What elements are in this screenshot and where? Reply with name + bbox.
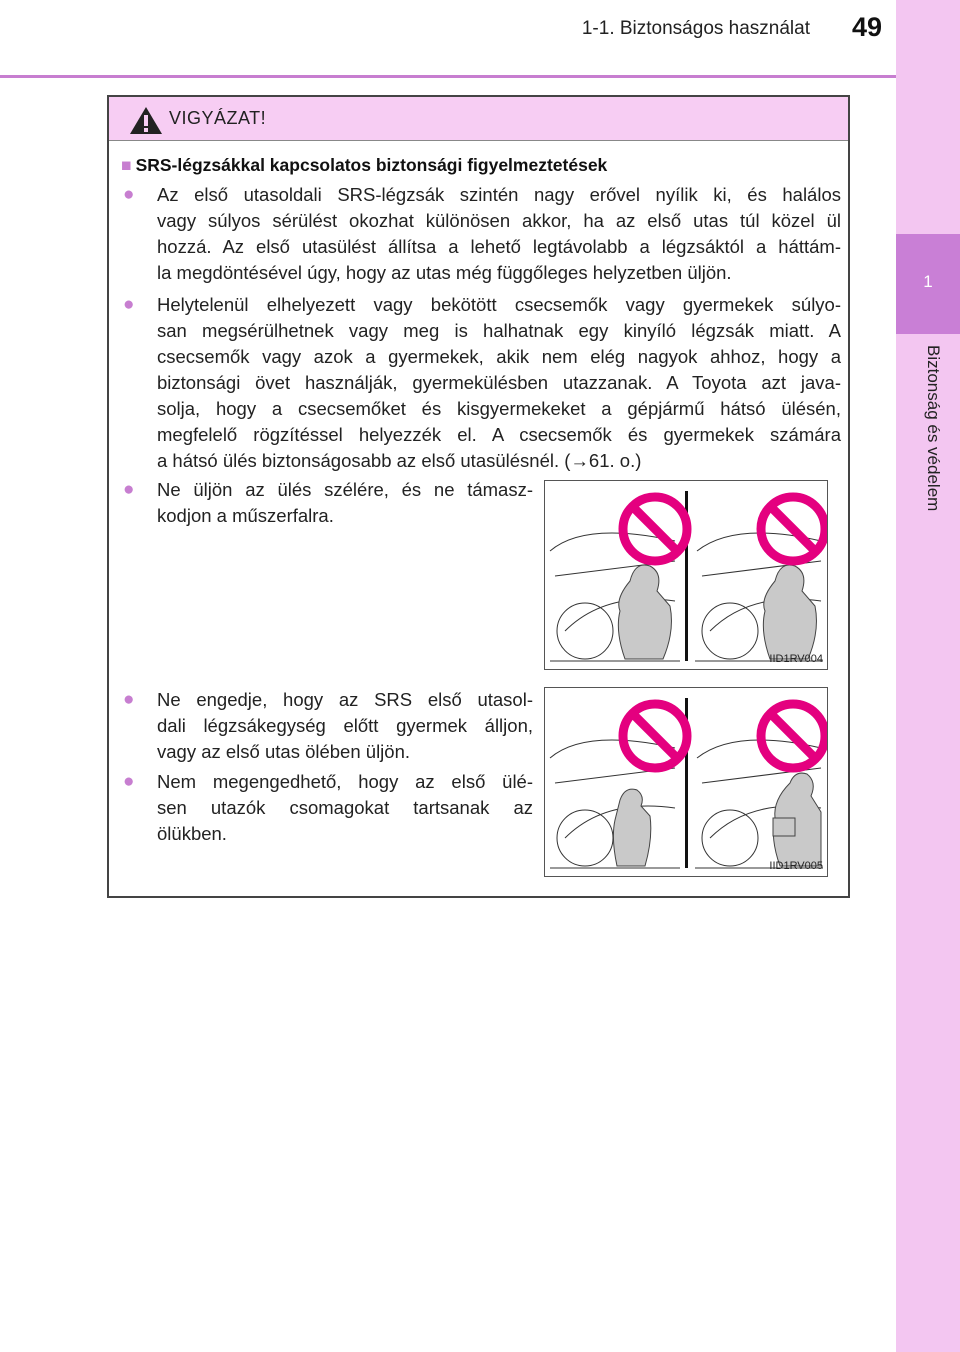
bullet-text-line: sen utazók csomagokat tartsanak az [157, 797, 533, 818]
bullet-text-line: Helytelenül elhelyezett vagy bekötött csecsemők vagy gyermekek súlyo- [157, 294, 841, 315]
bullet-text-line: hozzá. Az első utasülést állítsa a lehető legtávolabb a légzsáktól a háttám- [157, 236, 841, 257]
side-chapter-number: 1 [923, 272, 933, 291]
prohibition-icon [761, 497, 825, 561]
bullet-text-line: a hátsó ülés biztonságosabb az első utasülésnél. (→61. o.) [157, 450, 642, 471]
warning-triangle-icon [129, 106, 163, 135]
prohibition-icon [761, 704, 825, 768]
bullet-text-line: vagy az első utas ölében üljön. [157, 741, 411, 762]
figure-code: IID1RV004 [769, 653, 823, 665]
bullet-text-line: Az első utasoldali SRS-légzsák szintén nagy erővel nyílik ki, és halálos [157, 184, 841, 205]
bullet-text-line: Ne engedje, hogy az SRS első utasol- [157, 689, 533, 710]
warning-box [107, 95, 850, 898]
page-number: 49 [851, 12, 882, 42]
running-header: 1-1. Biztonságos használat [581, 18, 810, 39]
bullet-dot-icon: ● [123, 184, 135, 205]
bullet-text-line: Nem megengedhető, hogy az első ülé- [157, 771, 533, 792]
side-tab [896, 0, 960, 1352]
prohibition-icon [623, 704, 687, 768]
bullet-text-line: Ne üljön az ülés szélére, és ne támasz- [157, 479, 533, 500]
bullet-dot-icon: ● [123, 689, 135, 710]
bullet-text-line: san megsérülhetnek vagy meg is halhatnak egy kinyíló légzsák miatt. A [157, 320, 841, 341]
bullet-text-line: la megdöntésével úgy, hogy az utas még függőleges helyzetben üljön. [157, 262, 732, 283]
bullet-text-line: solja, hogy a csecsemőket és kisgyermekeket a gépjármű hátsó ülésén, [157, 398, 841, 419]
figure-illustration [545, 688, 827, 876]
bullet-text-line: kodjon a műszerfalra. [157, 505, 334, 526]
section-square-icon: ■ [121, 155, 132, 175]
side-chapter-label: Biztonság és védelem [924, 345, 943, 512]
bullet-dot-icon: ● [123, 294, 135, 315]
warning-title: VIGYÁZAT! [169, 108, 267, 128]
bullet-text-line: dali légzsákegység előtt gyermek álljon, [157, 715, 533, 736]
bullet-dot-icon: ● [123, 479, 135, 500]
figure-no-child-in-front-of-airbag [544, 687, 828, 877]
bullet-text-line: csecsemők vagy azok a gyermekek, akik nem elég nagyok ahhoz, hogy a [157, 346, 841, 367]
warning-header [109, 97, 848, 141]
figure-illustration [545, 481, 827, 669]
prohibition-icon [623, 497, 687, 561]
bullet-text-line: biztonsági övet használják, gyermekülésben utazzanak. A Toyota azt java- [157, 372, 841, 393]
figure-code: IID1RV005 [769, 860, 823, 872]
bullet-text-line: vagy súlyos sérülést okozhat különösen akkor, ha az első utas túl közel ül [157, 210, 841, 231]
bullet-dot-icon: ● [123, 771, 135, 792]
bullet-text-line: ölükben. [157, 823, 227, 844]
section-heading: ■ SRS-légzsákkal kapcsolatos biztonsági figyelmeztetések [121, 155, 608, 175]
figure-no-leaning-on-dashboard [544, 480, 828, 670]
header-rule [0, 75, 896, 78]
bullet-text-line: megfelelő rögzítéssel helyezzék el. A csecsemők és gyermekek számára [157, 424, 841, 445]
